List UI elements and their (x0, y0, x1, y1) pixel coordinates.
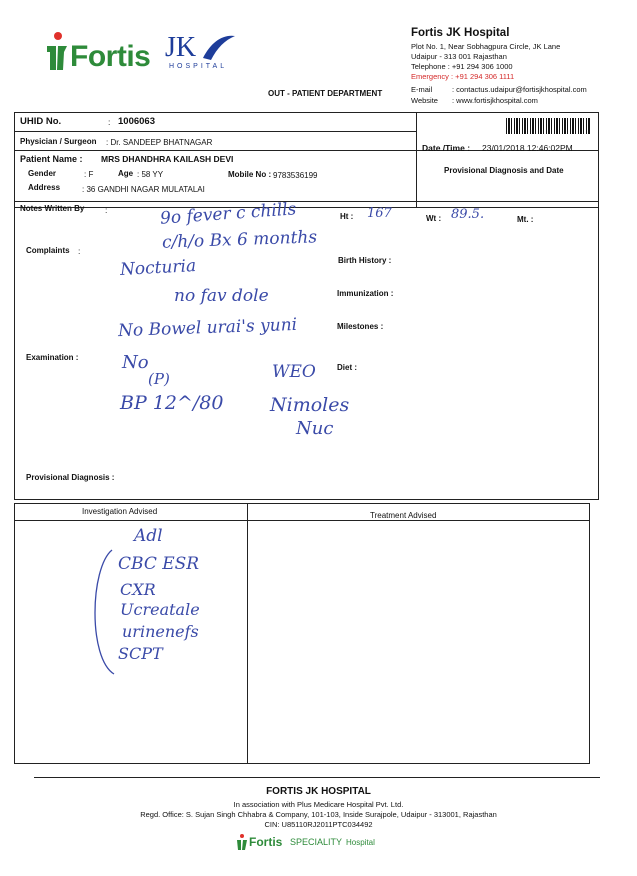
hospital-name: Fortis JK Hospital (411, 27, 510, 39)
address-label: Address (28, 183, 61, 192)
handwriting-line: BP 12^/80 (120, 392, 224, 414)
handwriting-line: 9o fever c chills (159, 199, 297, 229)
mobile-label: Mobile No : (228, 170, 272, 179)
fortis-logo (44, 30, 154, 74)
footer-title: FORTIS JK HOSPITAL (266, 786, 371, 797)
handwriting-line: SCPT (118, 644, 163, 663)
age-label: Age (118, 169, 134, 178)
telephone: Telephone : +91 294 306 1000 (411, 62, 513, 71)
physician-label: Physician / Surgeon (20, 137, 97, 146)
handwriting-line: CXR (120, 580, 156, 599)
footer-logo-hospital: Hospital (346, 838, 375, 847)
physician-value: : Dr. SANDEEP BHATNAGAR (106, 138, 213, 147)
complaints-label: Complaints (26, 246, 70, 255)
jk-wordmark: JK (165, 32, 197, 63)
footer-rule (34, 777, 600, 778)
ht-label: Ht : (340, 212, 354, 221)
birth-history-label: Birth History : (338, 256, 392, 265)
jk-hospital-logo (165, 32, 245, 74)
address-line-2: Udaipur - 313 001 Rajasthan (411, 52, 507, 61)
footer-regd-office: Regd. Office: S. Sujan Singh Chhabra & Company, 101-103, Inside Surajpole, Udaipur - 313001, Rajasthan (140, 810, 497, 819)
provisional-diagnosis-label: Provisional Diagnosis : (26, 473, 115, 482)
complaints-colon: : (78, 246, 81, 256)
mt-label: Mt. : (517, 215, 534, 224)
fortis-emblem-icon (236, 833, 248, 851)
address-value: : 36 GANDHI NAGAR MULATALAI (82, 185, 205, 194)
age-value: : 58 YY (137, 170, 164, 179)
fortis-emblem-icon (44, 30, 70, 72)
barcode (506, 118, 590, 134)
department-title: OUT - PATIENT DEPARTMENT (268, 89, 383, 98)
uhid-value: 1006063 (118, 116, 155, 127)
mobile-value: 9783536199 (273, 171, 318, 180)
handwriting-line: no fav dole (174, 286, 269, 306)
email-label: E-mail (411, 85, 433, 94)
handwriting-line: (P) (148, 370, 170, 388)
uhid-label: UHID No. (20, 116, 62, 127)
patient-name-value: MRS DHANDHRA KAILASH DEVI (101, 154, 234, 164)
notes-colon: : (105, 205, 108, 215)
date-label: Date /Time : (422, 143, 471, 153)
notes-written-by-label: Notes Written By (20, 204, 85, 213)
handwriting-line: Nimoles (270, 394, 350, 416)
provisional-diagnosis-date-header: Provisional Diagnosis and Date (444, 166, 564, 175)
ht-value: 167 (367, 206, 392, 221)
footer-cin: CIN: U85110RJ2011PTC034492 (264, 820, 373, 829)
handwriting-line: Adl (134, 526, 163, 546)
wt-value: 89.5. (451, 207, 485, 222)
handwriting-line: WEO (272, 362, 316, 382)
emergency: Emergency : +91 294 306 1111 (411, 72, 515, 81)
handwriting-line: No Bowel urai's yuni (117, 314, 298, 342)
handwriting-line: urinenefs (122, 622, 199, 641)
uhid-colon: : (108, 117, 111, 127)
handwriting-line: No (122, 352, 149, 373)
gender-value: : F (84, 170, 94, 179)
handwriting-line: CBC ESR (118, 554, 200, 574)
handwriting-line: c/h/o Bx 6 months (161, 227, 318, 253)
handwriting-line: Ucreatale (120, 600, 200, 619)
date-value: 23/01/2018 12:46:02PM (482, 143, 573, 153)
footer-logo-speciality: SPECIALITY (290, 837, 343, 847)
footer-association: In association with Plus Medicare Hospital Pvt. Ltd. (233, 800, 404, 809)
gender-label: Gender (28, 169, 57, 178)
footer-logo-brand: Fortis (249, 835, 283, 849)
handwriting-line: Nocturia (119, 256, 197, 280)
address-line-1: Plot No. 1, Near Sobhagpura Circle, JK Lane (411, 42, 561, 51)
jk-subtitle: HOSPITAL (169, 63, 228, 70)
diet-label: Diet : (337, 363, 357, 372)
footer-logo (236, 833, 386, 853)
wt-label: Wt : (426, 214, 442, 223)
website-label: Website (411, 96, 438, 105)
handwriting-line: Nuc (296, 418, 334, 439)
examination-label: Examination : (26, 353, 79, 362)
swoosh-icon (201, 32, 237, 62)
website: : www.fortisjkhospital.com (452, 96, 538, 105)
milestones-label: Milestones : (337, 322, 384, 331)
fortis-wordmark: Fortis (70, 40, 151, 73)
immunization-label: Immunization : (337, 289, 394, 298)
investigation-advised-label: Investigation Advised (82, 507, 158, 516)
email: : contactus.udaipur@fortisjkhospital.com (452, 85, 587, 94)
treatment-advised-label: Treatment Advised (370, 511, 437, 520)
bracket-mark (82, 548, 122, 678)
patient-name-label: Patient Name : (20, 154, 83, 164)
